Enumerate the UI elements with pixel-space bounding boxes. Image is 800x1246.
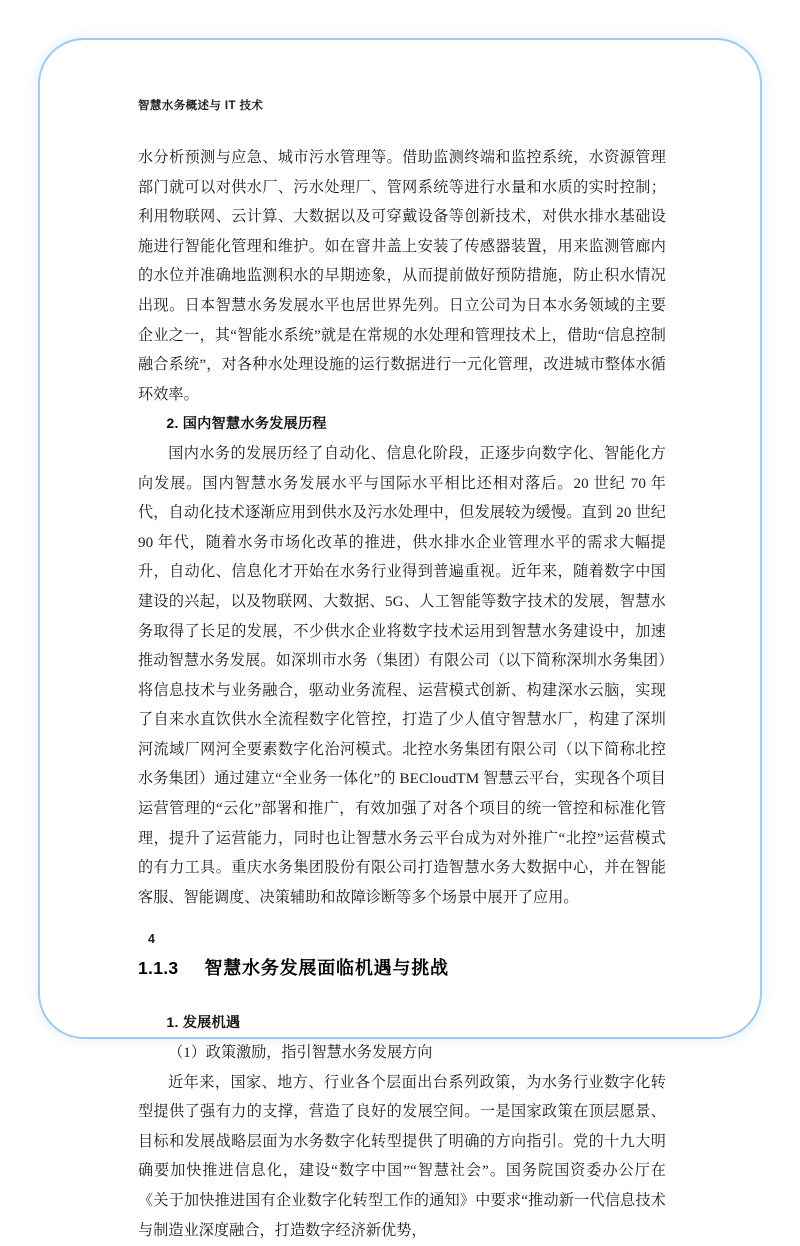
heading-spacer-bottom	[138, 980, 666, 1009]
section-heading-1-1-3	[138, 954, 666, 980]
subheading-opportunities: 1. 发展机遇	[166, 1015, 241, 1032]
section-title: 智慧水务发展面临机遇与挑战	[204, 958, 449, 979]
running-head: 智慧水务概述与 IT 技术	[138, 100, 264, 112]
body-text-column	[138, 144, 666, 1246]
heading-spacer-top	[138, 913, 666, 954]
subheading-domestic-history: 2. 国内智慧水务发展历程	[166, 416, 327, 433]
paragraph-continuation: 水分析预测与应急、城市污水管理等。借助监测终端和监控系统，水资源管理部门就可以对供水厂、污水处理厂、管网系统等进行水量和水质的实时控制；利用物联网、云计算、大数据以及可穿戴设备等创新技术，对供水排水基础设施进行智能化管理和维护。如在窨井盖上安装了传感器装置，用来监测管廊内的水位并准确地监测积水的早期迹象，从而提前做好预防措施，防止积水情况出现。日本智慧水务发展水平也居世界先列。日立公司为日本水务领域的主要企业之一，其“智能水系统”就是在常规的水处理和管理技术上，借助“信息控制融合系统”，对各种水处理设施的运行数据进行一元化管理，改进城市整体水循环效率。	[138, 150, 666, 403]
page-number-folio: 4	[148, 932, 155, 946]
list-item-policy-incentive: （1）政策激励，指引智慧水务发展方向	[168, 1045, 433, 1062]
section-number: 1.1.3	[138, 958, 179, 979]
paragraph-domestic-history: 国内水务的发展历经了自动化、信息化阶段，正逐步向数字化、智能化方向发展。国内智慧水务发展水平与国际水平相比还相对落后。20 世纪 70 年代，自动化技术逐渐应用到供水及污水处理中，但发展较为缓慢。直到 20 世纪 90 年代，随着水务市场化改革的推进，供水排水企业管理水平的需求大幅提升，自动化、信息化才开始在水务行业得到普遍重视。近年来，随着数字中国建设的兴起，以及物联网、大数据、5G、人工智能等数字技术的发展，智慧水务取得了长足的发展，不少供水企业将数字技术运用到智慧水务建设中，加速推动智慧水务发展。如深圳市水务（集团）有限公司（以下简称深圳水务集团）将信息技术与业务融合，驱动业务流程、运营模式创新、构建深水云脑，实现了自来水直饮供水全流程数字化管控，打造了少人值守智慧水厂，构建了深圳河流域厂网河全要素数字化治河模式。北控水务集团有限公司（以下简称北控水务集团）通过建立“全业务一体化”的 BECloudTM 智慧云平台，实现各个项目运营管理的“云化”部署和推广，有效加强了对各个项目的统一管控和标准化管理，提升了运营能力，同时也让智慧水务云平台成为对外推广“北控”运营模式的有力工具。重庆水务集团股份有限公司打造智慧水务大数据中心，并在智能客服、智能调度、决策辅助和故障诊断等多个场景中展开了应用。	[138, 445, 666, 906]
paragraph-policy: 近年来，国家、地方、行业各个层面出台系列政策，为水务行业数字化转型提供了强有力的支撑，营造了良好的发展空间。一是国家政策在顶层愿景、目标和发展战略层面为水务数字化转型提供了明确的方向指引。党的十九大明确要加快推进信息化，建设“数字中国”“智慧社会”。国务院国资委办公厅在《关于加快推进国有企业数字化转型工作的通知》中要求“推动新一代信息技术与制造业深度融合，打造数字经济新优势，	[138, 1074, 666, 1239]
